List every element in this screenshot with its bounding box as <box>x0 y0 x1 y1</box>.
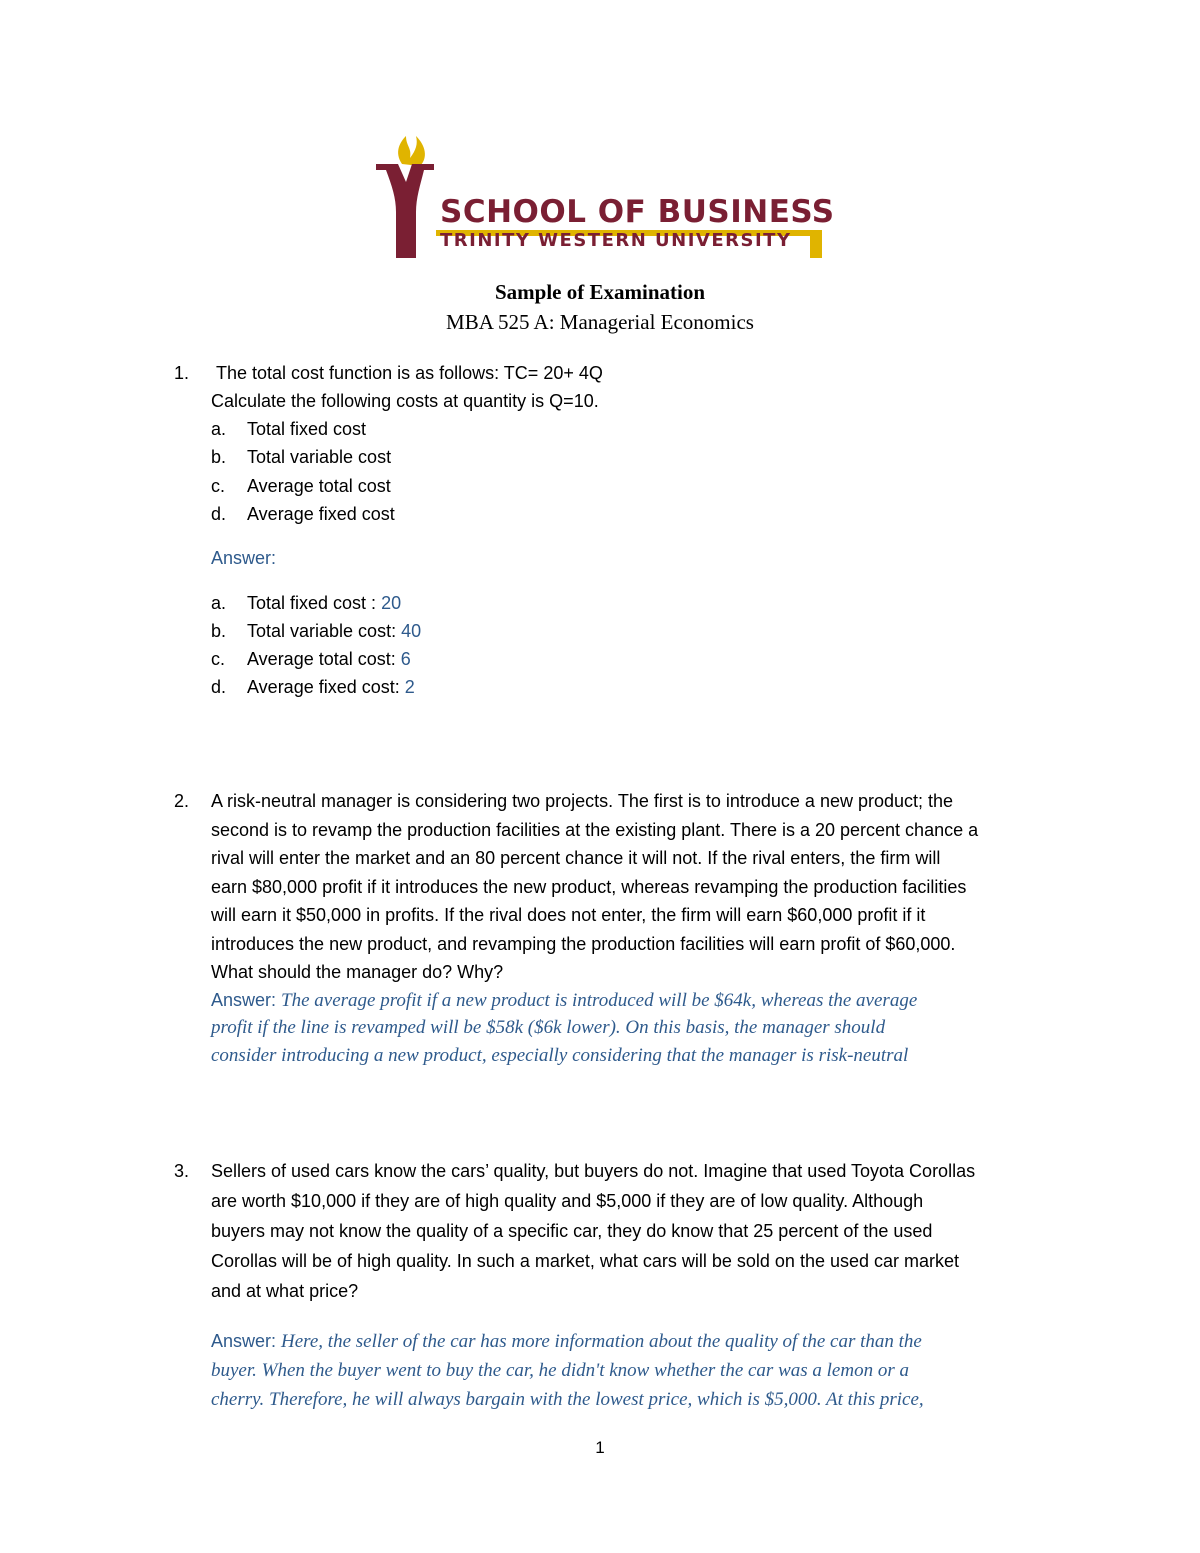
q1-item-label: Total fixed cost <box>247 419 367 439</box>
q1-item-mark: a. <box>211 419 227 439</box>
q2-line: introduces the new product, and revamping the production facilities will earn profit of $60,000. <box>211 934 956 954</box>
q1-item-mark: c. <box>211 476 226 496</box>
q1-item-label: Average fixed cost <box>247 504 395 524</box>
q2-line: earn $80,000 profit if it introduces the new product, whereas revamping the production facilities <box>211 877 967 897</box>
q3-line: are worth $10,000 if they are of high quality and $5,000 if they are of low quality. Although <box>211 1191 924 1211</box>
q1-answer-row <box>247 620 421 642</box>
q1-number: 1. <box>174 363 190 383</box>
q2-line: rival will enter the market and an 80 percent chance it will not. If the rival enters, the firm will <box>211 848 941 868</box>
q3-answer-label: Answer: <box>211 1331 282 1351</box>
q2-line: What should the manager do? Why? <box>211 962 504 982</box>
q3-answer-text: cherry. Therefore, he will always bargain with the lowest price, which is $5,000. At this price, <box>211 1389 924 1410</box>
q3-line: and at what price? <box>211 1281 359 1301</box>
q1-prompt: Calculate the following costs at quantity is Q=10. <box>211 391 599 411</box>
q3-number: 3. <box>174 1161 190 1181</box>
q2-answer-text: consider introducing a new product, especially considering that the manager is risk-neutral <box>211 1045 909 1066</box>
q1-answer-label: Total fixed cost : <box>247 593 382 613</box>
q2-answer-label: Answer: <box>211 990 282 1010</box>
q2-line: A risk-neutral manager is considering two projects. The first is to introduce a new product; the <box>211 791 954 811</box>
q1-answer-value: 2 <box>404 677 415 697</box>
q2-answer-row <box>211 989 917 1012</box>
q1-answer-value: 40 <box>401 621 422 641</box>
q1-item-mark: b. <box>211 447 227 467</box>
q1-answer-label: Total variable cost: <box>247 621 402 641</box>
q1-answer-mark: b. <box>211 621 227 641</box>
q1-item-label: Total variable cost <box>247 447 392 467</box>
q1-answer-label: Answer: <box>211 548 277 568</box>
q1-answer-value: 20 <box>381 593 402 613</box>
page-title: Sample of Examination <box>494 280 706 304</box>
q2-answer-text: profit if the line is revamped will be $58k ($6k lower). On this basis, the manager should <box>211 1017 886 1038</box>
q2-line: will earn it $50,000 in profits. If the rival does not enter, the firm will earn $60,000 profit if it <box>211 905 926 925</box>
q1-text: The total cost function is as follows: TC= 20+ 4Q <box>216 363 603 383</box>
q3-line: buyers may not know the quality of a specific car, they do know that 25 percent of the used <box>211 1221 933 1241</box>
q2-answer-text: The average profit if a new product is introduced will be $64k, whereas the average <box>281 990 918 1011</box>
q1-answer-value: 6 <box>400 649 411 669</box>
page-subtitle: MBA 525 A: Managerial Economics <box>446 310 754 334</box>
q1-answer-label: Average total cost: <box>247 649 401 669</box>
q3-answer-text: buyer. When the buyer went to buy the car, he didn't know whether the car was a lemon or a <box>211 1360 909 1381</box>
q1-answer-row <box>247 648 411 670</box>
q3-answer-row <box>211 1330 922 1353</box>
school-logo <box>372 134 835 264</box>
q3-line: Sellers of used cars know the cars’ quality, but buyers do not. Imagine that used Toyota Corollas <box>211 1161 976 1181</box>
q1-answer-row <box>247 676 415 698</box>
q2-line: second is to revamp the production facilities at the existing plant. There is a 20 percent chance a <box>211 820 979 840</box>
q1-answer-label: Average fixed cost: <box>247 677 405 697</box>
q1-answer-mark: d. <box>211 677 227 697</box>
page-number: 1 <box>595 1438 605 1457</box>
logo-line2: TRINITY WESTERN UNIVERSITY <box>440 230 792 251</box>
q2-number: 2. <box>174 791 190 811</box>
q3-answer-text: Here, the seller of the car has more information about the quality of the car than the <box>281 1331 922 1352</box>
q3-line: Corollas will be of high quality. In such a market, what cars will be sold on the used car market <box>211 1251 960 1271</box>
q1-item-label: Average total cost <box>247 476 391 496</box>
q1-item-mark: d. <box>211 504 227 524</box>
q1-answer-mark: a. <box>211 593 227 613</box>
q1-answer-row <box>247 592 401 614</box>
q1-answer-mark: c. <box>211 649 226 669</box>
logo-line1: SCHOOL OF BUSINESS <box>440 194 835 230</box>
